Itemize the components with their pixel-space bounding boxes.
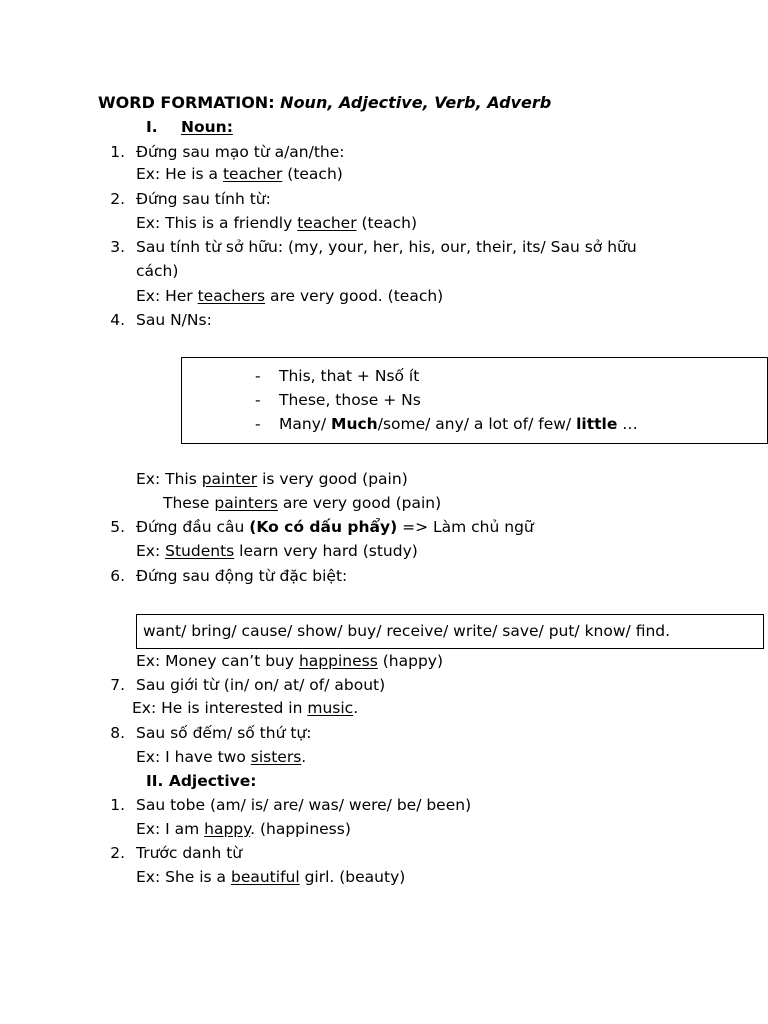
example-prefix: Ex: This — [136, 470, 202, 488]
example-line — [136, 541, 418, 561]
special-verbs-box — [136, 614, 764, 649]
example-prefix: Ex: — [136, 542, 166, 560]
list-number: 4. — [110, 311, 125, 329]
example-line — [136, 286, 443, 306]
example-keyword: sisters — [250, 748, 302, 766]
example-line — [136, 747, 306, 767]
rule-text-bold: (Ko có dấu phẩy) — [249, 518, 398, 536]
example-line — [136, 213, 417, 233]
rule-text: Sau giới từ (in/ on/ at/ of/ about) — [136, 676, 386, 694]
list-number: 2. — [110, 190, 125, 208]
rule-text: Sau N/Ns: — [136, 311, 212, 329]
example-suffix: girl. (beauty) — [299, 868, 406, 886]
list-number: 2. — [110, 844, 125, 862]
example-line — [132, 698, 358, 718]
example-keyword: music — [307, 699, 354, 717]
example-line — [136, 651, 443, 671]
example-prefix: Ex: I am — [136, 820, 205, 838]
example-suffix: is very good (pain) — [257, 470, 408, 488]
example-prefix: Ex: I have two — [136, 748, 251, 766]
example-prefix: Ex: Money can’t buy — [136, 652, 299, 670]
example-prefix: Ex: He is interested in — [132, 699, 308, 717]
example-suffix: . — [301, 748, 307, 766]
example-prefix: Ex: This is a friendly — [136, 214, 298, 232]
list-number: 7. — [110, 676, 125, 694]
example-suffix: are very good. (teach) — [265, 287, 444, 305]
example-keyword: beautiful — [230, 868, 300, 886]
box-item: This, that + Nsố ít — [279, 367, 420, 385]
list-number: 6. — [110, 567, 125, 585]
example-line — [136, 819, 351, 839]
bullet-dash: - — [255, 367, 261, 385]
document-title — [98, 93, 551, 113]
example-keyword: happy — [204, 820, 251, 838]
example-suffix: . (happiness) — [250, 820, 351, 838]
title-label: WORD FORMATION: — [98, 93, 275, 112]
example-prefix: Ex: She is a — [136, 868, 231, 886]
example-line — [136, 469, 408, 489]
box-item-text: Many/ — [279, 415, 332, 433]
example-prefix: These — [163, 494, 215, 512]
example-keyword: painter — [201, 470, 258, 488]
example-suffix: . — [353, 699, 359, 717]
example-keyword: teacher — [297, 214, 357, 232]
example-keyword: teachers — [197, 287, 266, 305]
rule-text-part: Đứng đầu câu — [136, 518, 250, 536]
rule-text: Sau số đếm/ số thứ tự: — [136, 724, 312, 742]
example-keyword: happiness — [298, 652, 378, 670]
example-line — [163, 493, 441, 513]
box-item-bold: Much — [331, 415, 378, 433]
rule-text: Sau tobe (am/ is/ are/ was/ were/ be/ been) — [136, 796, 472, 814]
rule-text — [136, 517, 534, 537]
list-number: 1. — [110, 796, 125, 814]
special-verbs-list: want/ bring/ cause/ show/ buy/ receive/ write/ save/ put/ know/ find. — [143, 622, 671, 640]
example-suffix: (happy) — [377, 652, 444, 670]
rule-text: Đứng sau tính từ: — [136, 190, 271, 208]
example-keyword: painters — [214, 494, 278, 512]
rule-text: Trước danh từ — [136, 844, 243, 862]
section-1-heading: Noun: — [181, 118, 233, 136]
rule-text: Sau tính từ sở hữu: (my, your, her, his, our, their, its/ Sau sở hữu — [136, 238, 637, 256]
example-suffix: are very good (pain) — [277, 494, 442, 512]
box-item-bold: little — [576, 415, 618, 433]
rule-text: Đứng sau mạo từ a/an/the: — [136, 143, 345, 161]
list-number: 8. — [110, 724, 125, 742]
example-line — [136, 164, 343, 184]
example-suffix: (teach) — [356, 214, 418, 232]
box-item-text: … — [617, 415, 638, 433]
box-item-text: /some/ any/ a lot of/ few/ — [377, 415, 577, 433]
rule-text-continuation: cách) — [136, 262, 179, 280]
example-keyword: teacher — [222, 165, 283, 183]
bullet-dash: - — [255, 391, 261, 409]
determiner-box — [181, 357, 768, 444]
example-prefix: Ex: He is a — [136, 165, 223, 183]
example-line — [136, 867, 405, 887]
example-prefix: Ex: Her — [136, 287, 198, 305]
bullet-dash: - — [255, 415, 261, 433]
example-keyword: Students — [165, 542, 235, 560]
section-2-heading: II. Adjective: — [146, 772, 257, 790]
rule-text-part: => Làm chủ ngữ — [397, 518, 534, 536]
list-number: 3. — [110, 238, 125, 256]
box-item: These, those + Ns — [279, 391, 421, 409]
example-suffix: learn very hard (study) — [234, 542, 418, 560]
title-subtitle: Noun, Adjective, Verb, Adverb — [280, 93, 552, 112]
example-suffix: (teach) — [282, 165, 343, 183]
section-1-number: I. — [146, 118, 158, 136]
list-number: 1. — [110, 143, 125, 161]
list-number: 5. — [110, 518, 125, 536]
rule-text: Đứng sau động từ đặc biệt: — [136, 567, 348, 585]
box-item — [279, 414, 638, 434]
